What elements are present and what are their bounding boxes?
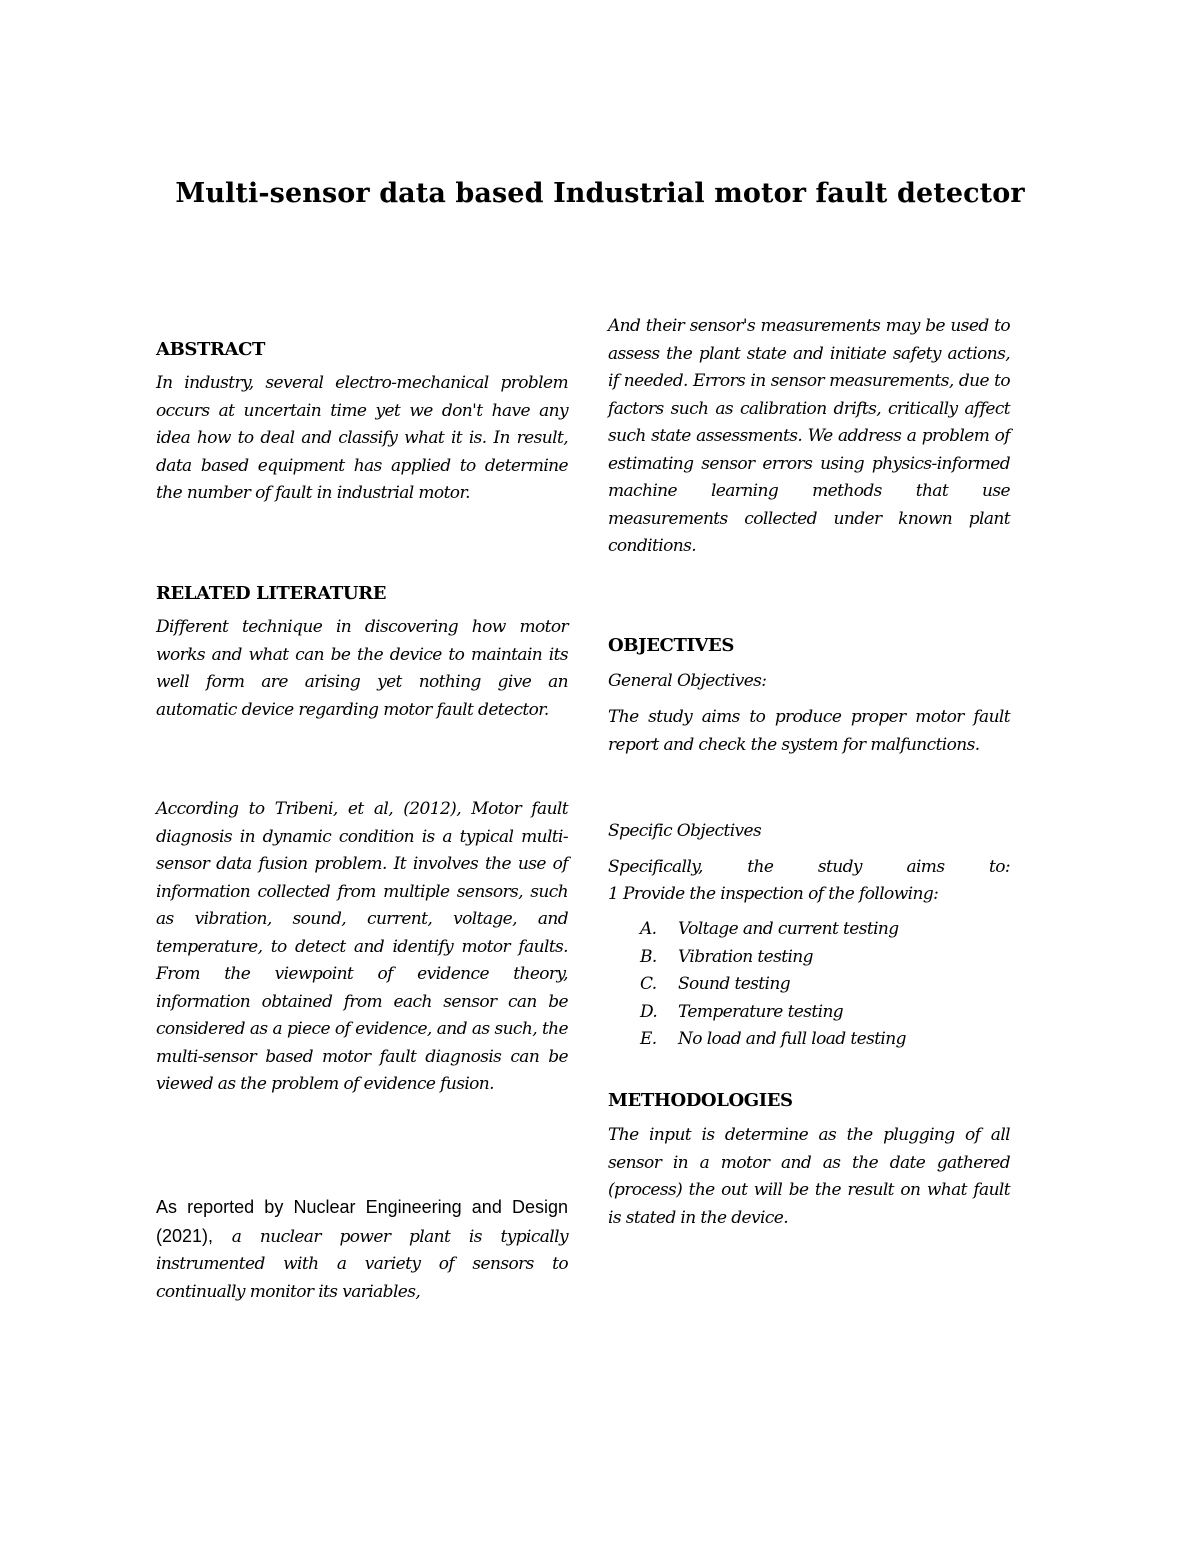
specific-objectives-list	[640, 916, 906, 1054]
objectives-heading: OBJECTIVES	[608, 635, 734, 656]
list-item	[640, 971, 906, 999]
general-objectives-text: The study aims to produce proper motor fault report and check the system for malfunctions.	[608, 707, 1010, 755]
list-item-text: Voltage and current testing	[678, 919, 899, 939]
list-item	[640, 944, 906, 972]
abstract-heading: ABSTRACT	[156, 339, 266, 360]
specific-objectives-label: Specific Objectives	[608, 821, 762, 841]
related-literature-heading: RELATED LITERATURE	[156, 583, 387, 604]
paper-title: Multi-sensor data based Industrial motor fault detector	[175, 178, 1025, 209]
methodologies-text: The input is determine as the plugging of all sensor in a motor and as the date gathered (process) the out will be the result on what fault is stated in the device.	[608, 1125, 1010, 1228]
list-marker: A.	[640, 919, 657, 939]
list-marker: D.	[640, 1001, 658, 1022]
specific-objectives-intro-2: 1 Provide the inspection of the following:	[608, 884, 939, 904]
list-marker: C.	[640, 974, 657, 994]
related-literature-paragraph-2: According to Tribeni, et al, (2012), Motor fault diagnosis in dynamic condition is a typical multi-sensor data fusion problem. It involves the use of information collected from multiple sensors, such as vibration, sound, current, voltage, and temperature, to detect and identify motor faults. From the viewpoint of evidence theory, information obtained from each sensor can be considered as a piece of evidence, and as such, the multi-sensor based motor fault diagnosis can be viewed as the problem of evidence fusion.	[156, 799, 568, 1094]
list-marker: E.	[640, 1029, 657, 1049]
list-item	[640, 916, 906, 944]
list-item	[640, 1026, 906, 1054]
list-item-text: Vibration testing	[678, 946, 813, 967]
abstract-text: In industry, several electro-mechanical problem occurs at uncertain time yet we don't have any idea how to deal and classify what it is. In result, data based equipment has applied to determine the number of fault in industrial motor.	[156, 373, 568, 503]
list-marker: B.	[640, 946, 657, 967]
related-literature-paragraph-3	[156, 1194, 568, 1306]
general-objectives-label: General Objectives:	[608, 671, 767, 691]
list-item-text: Sound testing	[678, 974, 790, 994]
continuation-paragraph: And their sensor's measurements may be used to assess the plant state and initiate safety actions, if needed. Errors in sensor measurements, due to factors such as calibration drifts, critically affect such state assessments. We address a problem of estimating sensor errors using physics-informed machine learning methods that use measurements collected under known plant conditions.	[608, 316, 1010, 556]
related-literature-paragraph-1: Different technique in discovering how motor works and what can be the device to maintain its well form are arising yet nothing give an automatic device regarding motor fault detector.	[156, 617, 568, 720]
methodologies-heading: METHODOLOGIES	[608, 1090, 793, 1111]
list-item-text: Temperature testing	[678, 1001, 844, 1022]
specific-objectives-intro-1: Specifically, the study aims to:	[608, 857, 1010, 877]
citation-lead: As reported by Nuclear Engineering and Design (2021),	[156, 1197, 568, 1246]
citation-body: a nuclear power plant is typically instrumented with a variety of sensors to continually monitor its variables,	[156, 1226, 568, 1302]
list-item	[640, 999, 906, 1027]
list-item-text: No load and full load testing	[678, 1029, 906, 1049]
